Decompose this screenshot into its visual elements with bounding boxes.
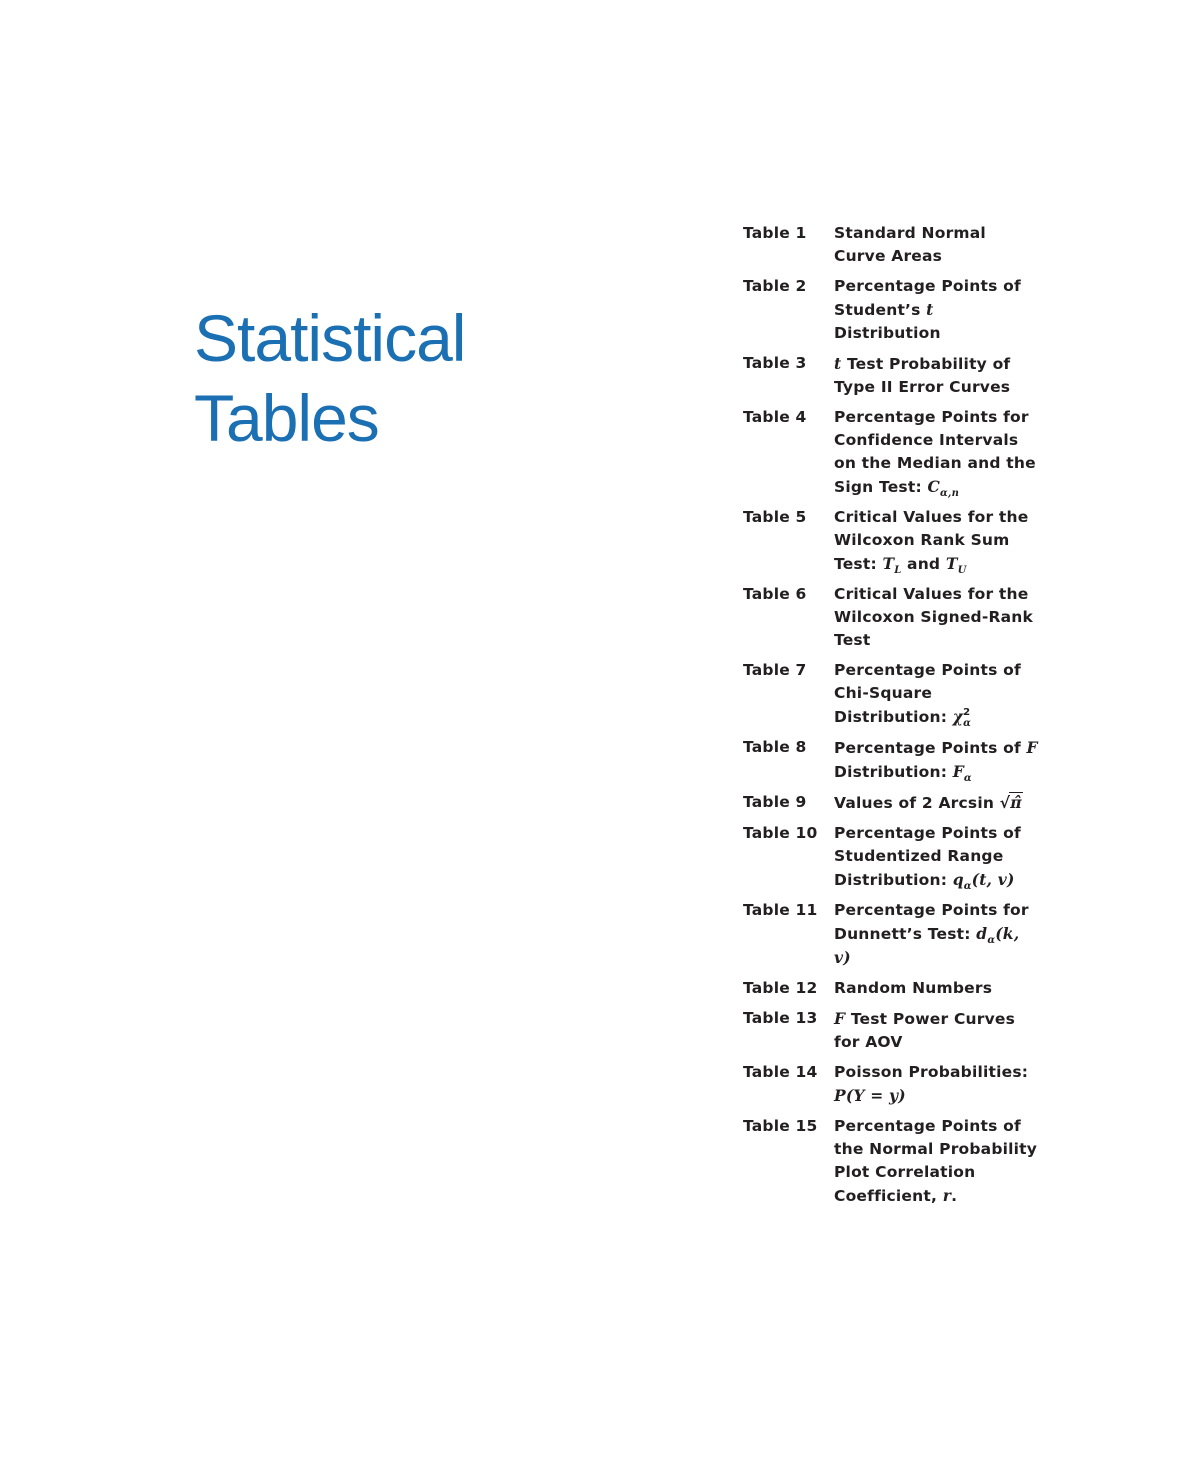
math-symbol: r xyxy=(942,1186,952,1205)
math-subscript: α xyxy=(987,935,996,947)
toc-label: Table 11 xyxy=(743,901,818,919)
math-arguments: (t, v) xyxy=(971,870,1015,889)
toc-title-text: Distribution: xyxy=(834,763,953,781)
toc-label: Table 9 xyxy=(743,793,807,811)
toc-entry-table-8[interactable] xyxy=(743,736,1043,784)
math-symbol: F xyxy=(834,1009,846,1028)
math-symbol: C xyxy=(927,477,941,496)
math-symbol: d xyxy=(976,924,988,943)
toc-title xyxy=(834,406,1039,499)
toc-entry-table-1[interactable] xyxy=(743,222,1043,268)
table-of-contents xyxy=(743,222,1043,1215)
toc-label: Table 8 xyxy=(743,738,807,756)
toc-title-text: and xyxy=(901,555,946,573)
toc-title-text: Percentage Points of the Normal Probability Plot Correlation Coefficient, xyxy=(834,1117,1038,1205)
toc-label: Table 2 xyxy=(743,277,807,295)
toc-title-text: Percentage Points of Studentized Range Distribution: xyxy=(834,824,1021,889)
math-symbol: π̂ xyxy=(1010,793,1022,812)
toc-title xyxy=(834,791,1039,815)
math-symbol: q xyxy=(952,870,964,889)
toc-title: Standard Normal Curve Areas xyxy=(834,224,986,265)
toc-entry-table-14[interactable] xyxy=(743,1061,1043,1108)
toc-title-text: Test Probability of Type II Error Curves xyxy=(834,355,1011,396)
toc-label: Table 13 xyxy=(743,1009,818,1027)
toc-entry-table-7[interactable] xyxy=(743,659,1043,729)
math-subscript: α xyxy=(963,881,972,893)
math-symbol: T xyxy=(945,554,958,573)
toc-title-text: Critical Values for the Wilcoxon Rank Sum Test: xyxy=(834,508,1029,573)
toc-title xyxy=(834,659,1039,729)
math-symbol: t xyxy=(926,300,934,319)
toc-title xyxy=(834,1115,1039,1208)
toc-title-text: Poisson Probabilities: xyxy=(834,1063,1029,1081)
toc-label: Table 10 xyxy=(743,824,818,842)
math-superscript: 2 xyxy=(963,706,971,718)
toc-entry-table-3[interactable] xyxy=(743,352,1043,399)
toc-label: Table 4 xyxy=(743,408,807,426)
math-subscript: α xyxy=(963,717,972,729)
chapter-title xyxy=(194,298,465,458)
math-symbol: F xyxy=(952,762,964,781)
toc-label: Table 15 xyxy=(743,1117,818,1135)
chapter-title-line-2: Tables xyxy=(194,381,379,455)
toc-entry-table-15[interactable] xyxy=(743,1115,1043,1208)
toc-entry-table-9[interactable] xyxy=(743,791,1043,815)
toc-title: Critical Values for the Wilcoxon Signed-Rank Test xyxy=(834,585,1034,649)
math-subscript: α,n xyxy=(940,488,960,500)
toc-title-text: Percentage Points for Dunnett’s Test: xyxy=(834,901,1029,943)
chapter-title-line-1: Statistical xyxy=(194,301,466,375)
toc-title xyxy=(834,899,1039,970)
toc-entry-table-4[interactable] xyxy=(743,406,1043,499)
toc-title xyxy=(834,1007,1039,1054)
math-symbol: t xyxy=(834,354,842,373)
toc-title: Random Numbers xyxy=(834,979,993,997)
math-symbol: T xyxy=(882,554,895,573)
toc-title xyxy=(834,352,1039,399)
toc-entry-table-11[interactable] xyxy=(743,899,1043,970)
math-arguments: (k, v) xyxy=(834,924,1020,967)
toc-entry-table-10[interactable] xyxy=(743,822,1043,892)
math-symbol: F xyxy=(1026,738,1038,757)
toc-title-text: Values of 2 Arcsin xyxy=(834,794,1000,812)
toc-label: Table 5 xyxy=(743,508,807,526)
math-expression: P(Y = y) xyxy=(834,1086,906,1105)
toc-label: Table 14 xyxy=(743,1063,818,1081)
radical-sign: √ xyxy=(999,794,1011,812)
toc-entry-table-2[interactable] xyxy=(743,275,1043,345)
toc-label: Table 1 xyxy=(743,224,807,242)
toc-title xyxy=(834,506,1039,576)
toc-title xyxy=(834,1061,1039,1108)
toc-entry-table-6[interactable] xyxy=(743,583,1043,652)
toc-title-text: Percentage Points for Confidence Intervals on the Median and the Sign Test: xyxy=(834,408,1036,496)
math-symbol: χ xyxy=(952,707,964,726)
toc-label: Table 7 xyxy=(743,661,807,679)
toc-title-text: Distribution xyxy=(834,324,941,342)
toc-label: Table 12 xyxy=(743,979,818,997)
toc-title xyxy=(834,275,1039,345)
toc-label: Table 3 xyxy=(743,354,807,372)
toc-title xyxy=(834,736,1039,784)
math-subscript: α xyxy=(963,773,972,785)
toc-title-text: Percentage Points of Chi-Square Distribution: xyxy=(834,661,1021,726)
toc-entry-table-5[interactable] xyxy=(743,506,1043,576)
toc-title xyxy=(834,822,1039,892)
toc-title-text: . xyxy=(951,1187,958,1205)
math-subscript: L xyxy=(894,565,902,577)
toc-title-text: Percentage Points of xyxy=(834,739,1027,757)
math-subscript: U xyxy=(957,565,967,577)
toc-label: Table 6 xyxy=(743,585,807,603)
toc-entry-table-13[interactable] xyxy=(743,1007,1043,1054)
toc-title-text: Test Power Curves for AOV xyxy=(834,1010,1016,1051)
toc-entry-table-12[interactable] xyxy=(743,977,1043,1000)
toc-title-text: Percentage Points of Student’s xyxy=(834,277,1021,319)
